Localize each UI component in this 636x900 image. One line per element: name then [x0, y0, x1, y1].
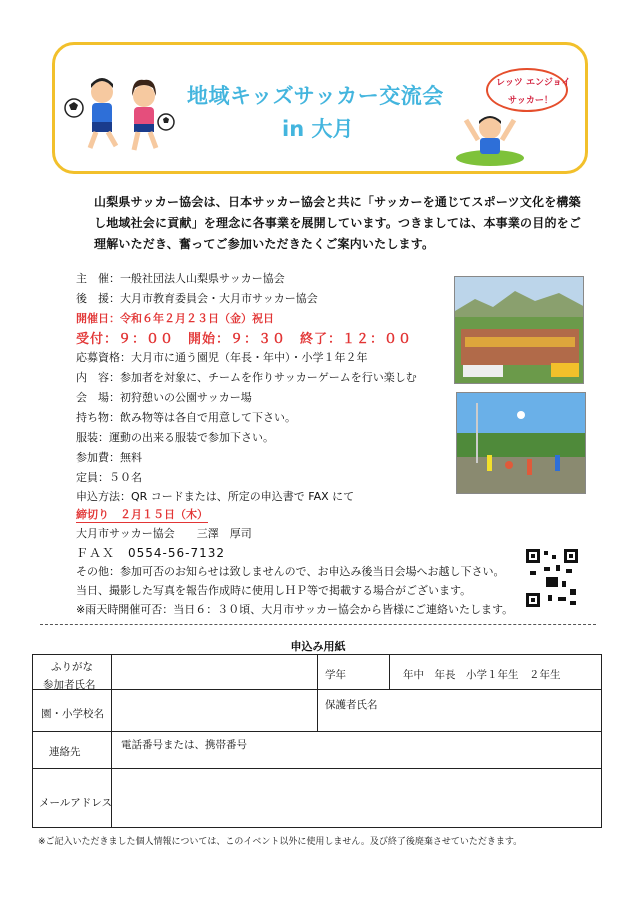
intro-line-2: し地域社会に貢献」を理念に各事業を展開しています。つきましては、本事業の目的をご	[94, 216, 582, 230]
bubble-text-line1: レッツ エンジョイ	[496, 78, 571, 88]
kids-playing-soccer-illustration	[62, 70, 182, 160]
intro-line-1: 山梨県サッカー協会は、日本サッカー協会と共に「サッカーを通じてスポーツ文化を構築	[94, 195, 581, 209]
capacity: 定員：５０名	[76, 471, 142, 484]
label-email: メールアドレス	[39, 797, 112, 809]
note-other: その他：参加可否のお知らせは致しませんので、お申込み後当日会場へお越し下さい。	[76, 565, 505, 578]
content: 内 容：参加者を対象に、チームを作りサッカーゲームを行い楽しむ	[76, 371, 417, 384]
application-form	[32, 654, 602, 828]
label-contact: 連絡先	[49, 746, 81, 758]
label-furigana: ふりがな	[51, 661, 93, 673]
label-guardian: 保護者氏名	[325, 699, 378, 711]
cut-line	[40, 624, 596, 625]
group-photo	[454, 276, 584, 384]
event-date: 開催日：令和６年２月２３日（金）祝日	[76, 312, 274, 325]
organizer: 主 催：一般社団法人山梨県サッカー協会	[76, 272, 285, 285]
eligibility: 応募資格：大月市に通う園児（年長・年中）・小学１年２年	[76, 351, 368, 364]
form-title: 申込み用紙	[290, 640, 346, 653]
grade-options[interactable]: 年中 年長 小学１年生 ２年生	[403, 669, 561, 681]
clothing: 服装：運動の出来る服装で参加下さい。	[76, 431, 274, 444]
label-grade: 学年	[325, 669, 346, 681]
intro-line-3: 理解いただき、奮ってご参加いただきたくご案内いたします。	[94, 237, 435, 251]
bubble-text-line2: サッカー！	[508, 96, 553, 106]
fee: 参加費：無料	[76, 451, 142, 464]
privacy-footnote: ※ご記入いただきました個人情報については、このイベント以外に使用しません。及び終了後廃棄させていただきます。	[38, 837, 523, 847]
cheering-kid-illustration	[454, 108, 526, 166]
fax-number: ＦＡＸ 0554-56-7132	[76, 546, 226, 560]
game-photo	[456, 392, 586, 494]
venue: 会 場：初狩憩いの公園サッカー場	[76, 391, 252, 404]
note-rain: ※雨天時開催可否：当日６：３０頃、大月市サッカー協会から皆様にご連絡いたします。	[76, 603, 514, 616]
phone-field-label[interactable]: 電話番号または、携帯番号	[121, 739, 247, 751]
belongings: 持ち物：飲み物等は各自で用意して下さい。	[76, 411, 296, 424]
label-participant-name: 参加者氏名	[43, 679, 96, 691]
participant-name-field[interactable]	[112, 656, 316, 730]
event-subtitle: in 大月	[282, 117, 354, 141]
apply-method: 申込方法：QR コードまたは、所定の申込書で FAX にて	[76, 490, 355, 503]
qr-code[interactable]	[526, 549, 578, 607]
contact-person: 大月市サッカー協会 三澤 厚司	[76, 527, 252, 540]
email-field[interactable]	[112, 769, 600, 826]
event-title: 地域キッズサッカー交流会	[187, 84, 444, 108]
support: 後 援：大月市教育委員会・大月市サッカー協会	[76, 292, 318, 305]
event-times: 受付：９：００ 開始：９：３０ 終了：１２：００	[76, 332, 413, 347]
note-photo: 当日、撮影した写真を報告作成時に使用しＨＰ等で掲載する場合がございます。	[76, 584, 472, 597]
deadline: 締切り ２月１５日（木）	[76, 508, 208, 521]
label-school: 園・小学校名	[41, 708, 104, 720]
